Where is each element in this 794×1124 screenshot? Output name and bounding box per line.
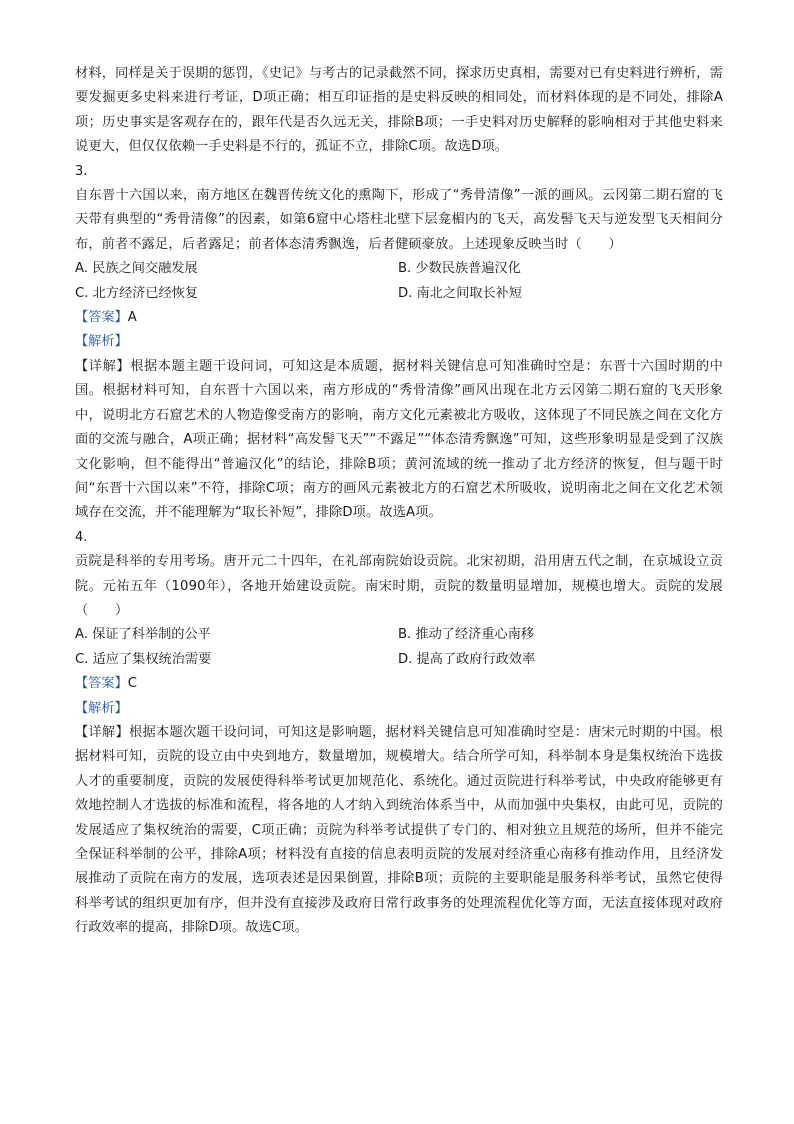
option-a[interactable]: A. 保证了科举制的公平 — [75, 627, 211, 643]
answer-tag: 【答案】 — [75, 676, 128, 692]
answer-line — [75, 672, 723, 696]
answer-tag: 【答案】 — [75, 310, 128, 326]
analysis-line — [75, 697, 723, 721]
question-number: 3. — [75, 163, 88, 179]
analysis-tag: 【解析】 — [75, 334, 128, 350]
question-number: 4. — [75, 529, 88, 545]
analysis-tag: 【解析】 — [75, 700, 128, 716]
option-d[interactable]: D. 提高了政府行政效率 — [398, 651, 536, 667]
question-3 — [75, 160, 723, 526]
options-row — [75, 282, 723, 306]
detail-tag: 【详解】 — [75, 358, 131, 374]
option-b[interactable]: B. 少数民族普遍汉化 — [398, 261, 521, 277]
answer-value: A — [127, 310, 137, 326]
options-row — [75, 648, 723, 672]
option-c[interactable]: C. 北方经济已经恢复 — [75, 285, 199, 301]
option-c[interactable]: C. 适应了集权统治需要 — [75, 651, 212, 667]
detail-paragraph — [75, 721, 723, 941]
options-row — [75, 257, 723, 281]
previous-analysis-continuation: 材料，同样是关于误期的惩罚，《史记》与考古的记录截然不同，探求历史真相，需要对已有史料进行辨析，需要发掘更多史料来进行考证，D项正确；相互印证指的是史料反映的相同处，而材料体现的是不同处，排除A项；历史事实是客观存在的，跟年代是否久远无关，排除B项；一手史料对历史解释的影响相对于其他史料来说更大，但仅仅依赖一手史料是不行的，孤证不立，排除C项。故选D项。 — [75, 66, 723, 155]
detail-text: 根据本题次题干设问词，可知这是影响题，据材料关键信息可知准确时空是：唐宋元时期的中国。根据材料可知，贡院的设立由中央到地方，数量增加，规模增大。结合所学可知，科举制本身是集权统治下选拔人才的重要制度，贡院的发展使得科举考试更加规范化、系统化。通过贡院进行科举考试，中央政府能够更有效地控制人才选拔的标准和流程，将各地的人才纳入到统治体系当中，从而加强中央集权，由此可见，贡院的发展适应了集权统治的需要，C项正确；贡院为科举考试提供了专门的、相对独立且规范的场所，但并不能完全保证科举制的公平，排除A项；材料没有直接的信息表明贡院的发展对经济重心南移有推动作用，且经济发展推动了贡院在南方的发展，选项表述是因果倒置，排除B项；贡院的主要职能是服务科举考试，虽然它使得科举考试的组织更加有序，但并没有直接涉及政府日常行政事务的处理流程优化等方面，无法直接体现对政府行政效率的提高，排除D项。故选C项。 — [75, 724, 723, 936]
answer-line — [75, 306, 723, 330]
option-a[interactable]: A. 民族之间交融发展 — [75, 261, 198, 277]
options-row — [75, 623, 723, 647]
option-b[interactable]: B. 推动了经济重心南移 — [398, 627, 535, 643]
question-stem: 贡院是科举的专用考场。唐开元二十四年，在礼部南院始设贡院。北宋初期，沿用唐五代之制，在京城设立贡院。元祐五年（1090年），各地开始建设贡院。南宋时期，贡院的数量明显增加，规模也增大。贡院的发展（ ） — [75, 554, 723, 618]
document-page — [75, 62, 723, 941]
answer-value: C — [127, 676, 137, 692]
question-4 — [75, 526, 723, 941]
detail-text: 根据本题主题干设问词，可知这是本质题，据材料关键信息可知准确时空是：东晋十六国时期的中国。根据材料可知，自东晋十六国以来，南方形成的“秀骨清像”画风出现在北方云冈第二期石窟的飞天形象中，说明北方石窟艺术的人物造像受南方的影响，南方文化元素被北方吸收，这体现了不同民族之间在文化方面的交流与融合，A项正确；据材料“高发髻飞天”“不露足”“体态清秀飘逸”可知，这些形象明显是受到了汉族文化影响，但不能得出“普遍汉化”的结论，排除B项；黄河流域的统一推动了北方经济的恢复，但与题干时间“东晋十六国以来”不符，排除C项；南方的画风元素被北方的石窟艺术所吸收，说明南北之间在文化艺术领域存在交流，并不能理解为“取长补短”，排除D项。故选A项。 — [75, 358, 723, 521]
analysis-line — [75, 330, 723, 354]
detail-tag: 【详解】 — [75, 724, 130, 740]
question-stem: 自东晋十六国以来，南方地区在魏晋传统文化的熏陶下，形成了“秀骨清像”一派的画风。云冈第二期石窟的飞天带有典型的“秀骨清像”的因素，如第6窟中心塔柱北壁下层龛楣内的飞天，高发髻飞天与逆发型飞天相间分布，前者不露足，后者露足；前者体态清秀飘逸，后者健硕豪放。上述现象反映当时（ ） — [75, 188, 723, 252]
detail-paragraph — [75, 355, 723, 526]
option-d[interactable]: D. 南北之间取长补短 — [398, 285, 523, 301]
